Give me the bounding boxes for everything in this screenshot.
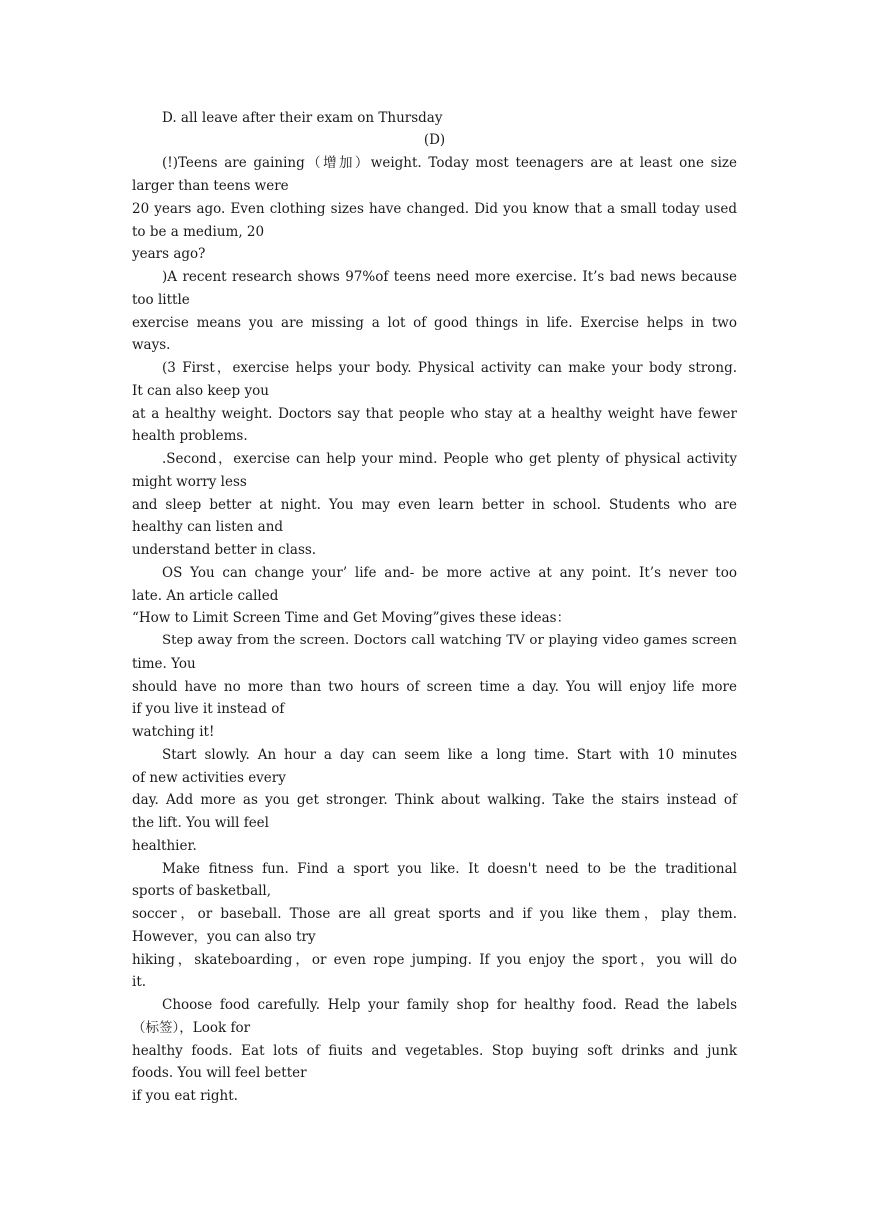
paragraph-4-line-3: and sleep better at night. You may even learn better in school. Students who are xyxy=(132,497,737,513)
paragraph-8-line-4: However，you can also try xyxy=(132,929,316,945)
paragraph-1-line-3: 20 years ago. Even clothing sizes have changed. Did you know that a small today used xyxy=(132,201,737,217)
paragraph-5-line-1: OS You can change your’ life and- be more active at any point. It’s never too xyxy=(162,565,737,581)
paragraph-9-line-2: （标签），Look for xyxy=(132,1020,251,1036)
paragraph-7-line-1: Start slowly. An hour a day can seem like a long time. Start with 10 minutes xyxy=(162,747,737,763)
paragraph-3-line-2: It can also keep you xyxy=(132,383,269,399)
paragraph-7-line-5: healthier. xyxy=(132,838,197,854)
paragraph-9-line-1: Choose food carefully. Help your family shop for healthy food. Read the labels xyxy=(162,997,737,1013)
paragraph-5-line-2: late. An article called xyxy=(132,588,279,604)
paragraph-5-line-3: “How to Limit Screen Time and Get Moving”gives these ideas： xyxy=(132,610,571,626)
paragraph-9-line-5: if you eat right. xyxy=(132,1088,238,1104)
paragraph-4-line-5: understand better in class. xyxy=(132,542,317,558)
paragraph-4-line-2: might worry less xyxy=(132,474,247,490)
paragraph-2-line-3: exercise means you are missing a lot of good things in life. Exercise helps in two xyxy=(132,315,737,331)
paragraph-2-line-4: ways. xyxy=(132,337,171,353)
section-label: (D) xyxy=(423,132,446,148)
paragraph-8-line-2: sports of basketball, xyxy=(132,883,272,899)
paragraph-3-line-4: health problems. xyxy=(132,428,248,444)
paragraph-6-line-4: if you live it instead of xyxy=(132,701,285,717)
paragraph-7-line-4: the lift. You will feel xyxy=(132,815,269,831)
paragraph-4-line-1: .Second，exercise can help your mind. People who get plenty of physical activity xyxy=(162,451,737,467)
paragraph-2-line-1: )A recent research shows 97%of teens need more exercise. It’s bad news because xyxy=(162,269,737,285)
paragraph-8-line-3: soccer，or baseball. Those are all great sports and if you like them，play them. xyxy=(132,906,737,922)
paragraph-1-line-1: (!)Teens are gaining（增加）weight. Today most teenagers are at least one size xyxy=(162,155,737,171)
option-d: D. all leave after their exam on Thursday xyxy=(162,110,443,126)
paragraph-6-line-1: Step away from the screen. Doctors call watching TV or playing video games screen xyxy=(162,633,737,648)
paragraph-6-line-2: time. You xyxy=(132,656,196,672)
paragraph-4-line-4: healthy can listen and xyxy=(132,519,284,535)
paragraph-9-line-3: healthy foods. Eat lots of fiuits and vegetables. Stop buying soft drinks and junk xyxy=(132,1043,737,1059)
paragraph-3-line-3: at a healthy weight. Doctors say that people who stay at a healthy weight have fewer xyxy=(132,406,737,422)
paragraph-8-line-1: Make fitness fun. Find a sport you like. It doesn't need to be the traditional xyxy=(162,861,737,877)
paragraph-7-line-2: of new activities every xyxy=(132,770,286,786)
paragraph-1-line-4: to be a medium, 20 xyxy=(132,224,265,240)
paragraph-3-line-1: (3 First，exercise helps your body. Physical activity can make your body strong. xyxy=(162,360,737,376)
paragraph-6-line-5: watching it! xyxy=(132,724,215,740)
paragraph-1-line-5: years ago? xyxy=(132,246,206,262)
paragraph-2-line-2: too little xyxy=(132,292,190,308)
paragraph-1-line-2: larger than teens were xyxy=(132,178,289,194)
paragraph-9-line-4: foods. You will feel better xyxy=(132,1065,307,1081)
paragraph-6-line-3: should have no more than two hours of screen time a day. You will enjoy life more xyxy=(132,679,737,695)
paragraph-8-line-6: it. xyxy=(132,974,147,990)
paragraph-7-line-3: day. Add more as you get stronger. Think about walking. Take the stairs instead of xyxy=(132,792,737,808)
paragraph-8-line-5: hiking，skateboarding，or even rope jumping. If you enjoy the sport，you will do xyxy=(132,952,737,968)
